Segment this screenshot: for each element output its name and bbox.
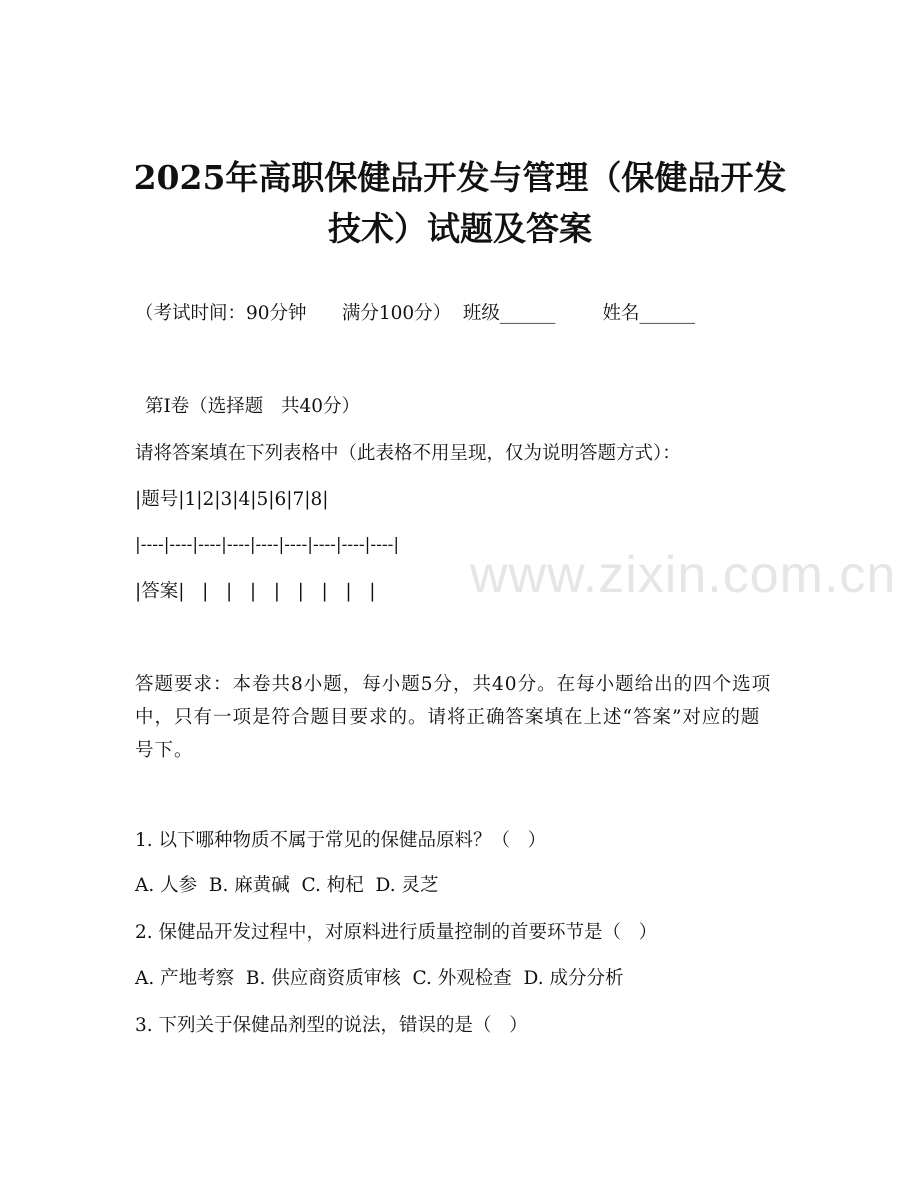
document-title-line-1: 2025年高职保健品开发与管理（保健品开发 bbox=[133, 158, 787, 197]
section-header: 第I卷（选择题 共40分） bbox=[145, 396, 360, 417]
exam-info: （考试时间：90分钟 满分100分） 班级______ 姓名______ bbox=[135, 303, 695, 324]
document-title-line-2: 技术）试题及答案 bbox=[328, 209, 592, 248]
question-3-stem: 3. 下列关于保健品剂型的说法，错误的是（ ） bbox=[135, 1015, 528, 1036]
watermark-text: www.zixin.com.cn bbox=[470, 546, 897, 604]
question-2-stem: 2. 保健品开发过程中，对原料进行质量控制的首要环节是（ ） bbox=[135, 922, 658, 943]
question-2-options: A. 产地考察 B. 供应商资质审核 C. 外观检查 D. 成分分析 bbox=[135, 968, 624, 989]
answer-requirement: 答题要求：本卷共8小题，每小题5分，共40分。在每小题给出的四个选项中，只有一项是符合题目要求的。请将正确答案填在上述“答案”对应的题号下。 bbox=[135, 674, 772, 761]
table-instruction: 请将答案填在下列表格中（此表格不用呈现，仅为说明答题方式）： bbox=[135, 443, 681, 464]
question-1-options: A. 人参 B. 麻黄碱 C. 枸杞 D. 灵芝 bbox=[135, 875, 439, 896]
question-1-stem: 1. 以下哪种物质不属于常见的保健品原料？（ ） bbox=[135, 830, 547, 851]
answer-table-header-row: |题号|1|2|3|4|5|6|7|8| bbox=[135, 489, 329, 510]
answer-table-answer-row: |答案| | | | | | | | | bbox=[135, 581, 376, 602]
answer-table-separator-row: |----|----|----|----|----|----|----|----|----| bbox=[135, 535, 400, 555]
